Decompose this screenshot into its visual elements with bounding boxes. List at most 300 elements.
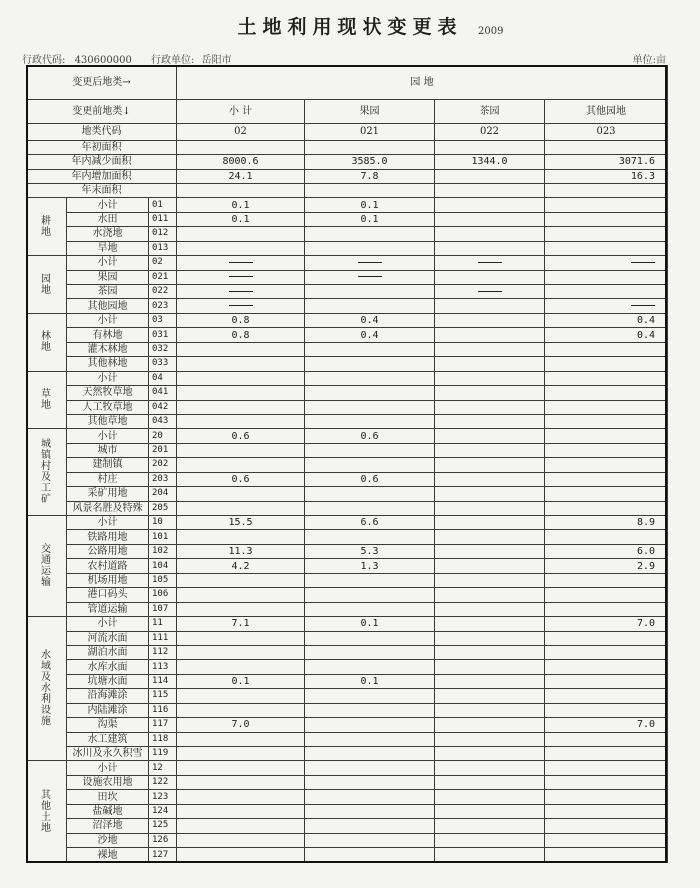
category-label: 园 地 (27, 256, 67, 314)
value-cell (177, 458, 305, 472)
row-label: 小计 (67, 429, 149, 443)
summary-value: 16.3 (545, 169, 668, 183)
value-cell (545, 530, 668, 544)
row-label: 茶园 (67, 285, 149, 299)
row-label: 采矿用地 (67, 487, 149, 501)
value-cell (177, 588, 305, 602)
value-cell: 0.8 (177, 313, 305, 327)
value-cell (177, 732, 305, 746)
table-row (27, 732, 668, 746)
row-code: 013 (149, 241, 177, 255)
row-code: 115 (149, 689, 177, 703)
category-label: 林 地 (27, 313, 67, 371)
row-code: 20 (149, 429, 177, 443)
value-cell: 15.5 (177, 516, 305, 530)
dash-mark (358, 276, 382, 277)
value-cell (305, 256, 435, 270)
table-row (27, 123, 668, 140)
value-cell (545, 400, 668, 414)
value-cell (545, 602, 668, 616)
value-cell (435, 429, 545, 443)
row-code: 118 (149, 732, 177, 746)
value-cell (435, 241, 545, 255)
dash-mark (478, 291, 502, 292)
code-label: 地类代码 (27, 123, 177, 140)
after-change-label: 变更后地类→ (27, 66, 177, 100)
table-row (27, 747, 668, 761)
value-cell (545, 819, 668, 833)
value-cell (545, 660, 668, 674)
value-cell (545, 775, 668, 789)
value-cell (305, 833, 435, 847)
value-cell (435, 472, 545, 486)
row-label: 村庄 (67, 472, 149, 486)
row-code: 122 (149, 775, 177, 789)
row-label: 城市 (67, 443, 149, 457)
value-cell (305, 400, 435, 414)
value-cell (177, 299, 305, 313)
value-cell (435, 689, 545, 703)
row-code: 11 (149, 617, 177, 631)
dash-mark (229, 291, 253, 292)
value-cell (545, 674, 668, 688)
row-code: 01 (149, 198, 177, 212)
summary-value: 3585.0 (305, 155, 435, 169)
value-cell (177, 414, 305, 428)
row-code: 105 (149, 573, 177, 587)
value-cell (545, 747, 668, 761)
table-row (27, 689, 668, 703)
value-cell (435, 227, 545, 241)
row-code: 119 (149, 747, 177, 761)
row-code: 114 (149, 674, 177, 688)
row-code: 023 (149, 299, 177, 313)
row-label: 小计 (67, 516, 149, 530)
value-cell: 0.1 (177, 212, 305, 226)
category-label: 交 通 运 输 (27, 516, 67, 617)
value-cell (435, 212, 545, 226)
row-label: 公路用地 (67, 544, 149, 558)
value-cell: 7.1 (177, 617, 305, 631)
row-label: 建制镇 (67, 458, 149, 472)
table-row (27, 386, 668, 400)
value-cell: 0.4 (545, 328, 668, 342)
value-cell (305, 689, 435, 703)
value-cell (305, 501, 435, 515)
row-code: 107 (149, 602, 177, 616)
value-cell (177, 645, 305, 659)
table-row (27, 645, 668, 659)
row-label: 农村道路 (67, 559, 149, 573)
value-cell (305, 790, 435, 804)
value-cell (177, 227, 305, 241)
value-cell (177, 501, 305, 515)
table-row (27, 357, 668, 371)
dash-mark (631, 305, 655, 306)
row-label: 小计 (67, 198, 149, 212)
row-label: 人工牧草地 (67, 400, 149, 414)
value-cell (305, 588, 435, 602)
value-cell (177, 241, 305, 255)
category-label: 城 镇 村 及 工 矿 (27, 429, 67, 516)
value-cell (435, 270, 545, 284)
value-cell (305, 371, 435, 385)
value-cell (435, 602, 545, 616)
value-cell: 0.1 (305, 212, 435, 226)
value-cell: 4.2 (177, 559, 305, 573)
row-code: 203 (149, 472, 177, 486)
row-code: 10 (149, 516, 177, 530)
dash-mark (478, 262, 502, 263)
value-cell (177, 400, 305, 414)
value-cell (305, 804, 435, 818)
value-cell (545, 386, 668, 400)
row-code: 041 (149, 386, 177, 400)
table-row (27, 443, 668, 457)
value-cell (305, 775, 435, 789)
table-row (27, 848, 668, 863)
table-row (27, 761, 668, 775)
summary-value (177, 183, 305, 197)
value-cell (305, 660, 435, 674)
value-cell (177, 775, 305, 789)
value-cell: 7.0 (545, 718, 668, 732)
value-cell (435, 732, 545, 746)
value-cell (435, 313, 545, 327)
value-cell (177, 285, 305, 299)
value-cell (545, 285, 668, 299)
row-label: 有林地 (67, 328, 149, 342)
row-label: 裸地 (67, 848, 149, 863)
value-cell (545, 443, 668, 457)
row-code: 202 (149, 458, 177, 472)
table-row (27, 299, 668, 313)
row-code: 031 (149, 328, 177, 342)
table-row (27, 472, 668, 486)
row-label: 河流水面 (67, 631, 149, 645)
report-year: 2009 (478, 26, 504, 37)
summary-value: 1344.0 (435, 155, 545, 169)
row-code: 033 (149, 357, 177, 371)
value-cell (545, 357, 668, 371)
row-label: 冰川及永久积雪 (67, 747, 149, 761)
row-code: 021 (149, 270, 177, 284)
table-row (27, 270, 668, 284)
summary-value (435, 140, 545, 154)
value-cell (305, 602, 435, 616)
value-cell (177, 443, 305, 457)
value-cell (545, 689, 668, 703)
column-header: 小 计 (177, 99, 305, 123)
category-label: 水 域 及 水 利 设 施 (27, 617, 67, 761)
value-cell: 6.0 (545, 544, 668, 558)
value-cell (435, 371, 545, 385)
row-code: 112 (149, 645, 177, 659)
value-cell: 0.4 (545, 313, 668, 327)
summary-value (545, 183, 668, 197)
row-label: 设施农用地 (67, 775, 149, 789)
value-cell (435, 458, 545, 472)
column-header: 茶园 (435, 99, 545, 123)
row-label: 水浇地 (67, 227, 149, 241)
value-cell (177, 386, 305, 400)
value-cell (305, 386, 435, 400)
column-code: 02 (177, 123, 305, 140)
value-cell (545, 833, 668, 847)
value-cell (177, 573, 305, 587)
row-code: 042 (149, 400, 177, 414)
table-row (27, 371, 668, 385)
value-cell (545, 804, 668, 818)
value-cell (177, 833, 305, 847)
land-use-change-table (26, 65, 667, 863)
summary-value: 3071.6 (545, 155, 668, 169)
value-cell (177, 660, 305, 674)
column-code: 021 (305, 123, 435, 140)
value-cell (305, 761, 435, 775)
value-cell: 5.3 (305, 544, 435, 558)
value-cell (435, 198, 545, 212)
table-row (27, 414, 668, 428)
value-cell (545, 588, 668, 602)
admin-unit: 岳阳市 (201, 55, 232, 66)
value-cell (435, 386, 545, 400)
table-row (27, 99, 668, 123)
value-cell (435, 285, 545, 299)
table-row (27, 183, 668, 197)
value-cell (305, 270, 435, 284)
value-cell (177, 703, 305, 717)
table-row (27, 66, 668, 100)
value-cell (545, 458, 668, 472)
row-label: 坑塘水面 (67, 674, 149, 688)
row-code: 12 (149, 761, 177, 775)
before-change-label: 变更前地类↓ (27, 99, 177, 123)
value-cell (435, 559, 545, 573)
row-label: 湖泊水面 (67, 645, 149, 659)
value-cell (305, 530, 435, 544)
column-code: 022 (435, 123, 545, 140)
value-cell (435, 674, 545, 688)
row-code: 126 (149, 833, 177, 847)
dash-mark (229, 262, 253, 263)
table-row (27, 227, 668, 241)
table-row (27, 256, 668, 270)
value-cell (177, 371, 305, 385)
summary-value (545, 140, 668, 154)
admin-info (22, 51, 232, 66)
value-cell (545, 631, 668, 645)
value-cell: 0.8 (177, 328, 305, 342)
value-cell (435, 660, 545, 674)
row-label: 小计 (67, 761, 149, 775)
value-cell (545, 790, 668, 804)
table-row (27, 516, 668, 530)
row-label: 小计 (67, 617, 149, 631)
value-cell: 0.1 (305, 198, 435, 212)
value-cell (435, 487, 545, 501)
value-cell (177, 357, 305, 371)
value-cell (435, 761, 545, 775)
value-cell (435, 501, 545, 515)
table-row (27, 588, 668, 602)
summary-row-label: 年内增加面积 (27, 169, 177, 183)
summary-row-label: 年初面积 (27, 140, 177, 154)
row-label: 港口码头 (67, 588, 149, 602)
summary-value: 7.8 (305, 169, 435, 183)
value-cell (435, 414, 545, 428)
value-cell (177, 848, 305, 863)
table-row (27, 790, 668, 804)
summary-value (305, 140, 435, 154)
value-cell (435, 299, 545, 313)
dash-mark (229, 276, 253, 277)
row-label: 田坎 (67, 790, 149, 804)
value-cell (545, 645, 668, 659)
value-cell (305, 718, 435, 732)
row-code: 104 (149, 559, 177, 573)
row-code: 101 (149, 530, 177, 544)
table-row (27, 458, 668, 472)
value-cell (545, 429, 668, 443)
summary-value (177, 140, 305, 154)
summary-value (305, 183, 435, 197)
value-cell (435, 747, 545, 761)
value-cell: 8.9 (545, 516, 668, 530)
table-row (27, 833, 668, 847)
row-label: 水田 (67, 212, 149, 226)
table-row (27, 285, 668, 299)
value-cell: 0.6 (305, 472, 435, 486)
row-label: 铁路用地 (67, 530, 149, 544)
value-cell: 0.1 (305, 617, 435, 631)
value-cell (305, 747, 435, 761)
table-row (27, 660, 668, 674)
value-cell: 0.1 (177, 674, 305, 688)
table-row (27, 544, 668, 558)
table-row (27, 718, 668, 732)
value-cell (305, 819, 435, 833)
value-cell (305, 443, 435, 457)
value-cell: 0.4 (305, 328, 435, 342)
unit-label: 单位:亩 (632, 55, 666, 66)
row-code: 111 (149, 631, 177, 645)
row-label: 旱地 (67, 241, 149, 255)
table-row (27, 631, 668, 645)
value-cell (545, 732, 668, 746)
value-cell (435, 516, 545, 530)
value-cell (545, 371, 668, 385)
value-cell (435, 775, 545, 789)
value-cell: 2.9 (545, 559, 668, 573)
table-row (27, 169, 668, 183)
row-label: 其他园地 (67, 299, 149, 313)
value-cell (545, 573, 668, 587)
row-code: 116 (149, 703, 177, 717)
row-label: 小计 (67, 371, 149, 385)
row-label: 小计 (67, 313, 149, 327)
value-cell (435, 617, 545, 631)
value-cell (177, 804, 305, 818)
value-cell: 0.6 (177, 472, 305, 486)
table-row (27, 674, 668, 688)
row-code: 04 (149, 371, 177, 385)
value-cell (177, 747, 305, 761)
value-cell (177, 602, 305, 616)
value-cell (545, 256, 668, 270)
row-label: 沙地 (67, 833, 149, 847)
value-cell: 0.1 (305, 674, 435, 688)
value-cell: 0.4 (305, 313, 435, 327)
summary-row-label: 年内减少面积 (27, 155, 177, 169)
value-cell (435, 833, 545, 847)
value-cell (177, 342, 305, 356)
row-code: 204 (149, 487, 177, 501)
value-cell (305, 342, 435, 356)
value-cell (435, 573, 545, 587)
value-cell (177, 270, 305, 284)
row-label: 管道运输 (67, 602, 149, 616)
value-cell (305, 458, 435, 472)
value-cell: 0.6 (305, 429, 435, 443)
row-code: 201 (149, 443, 177, 457)
row-label: 果园 (67, 270, 149, 284)
table-row (27, 819, 668, 833)
value-cell: 0.1 (177, 198, 305, 212)
row-code: 022 (149, 285, 177, 299)
row-code: 127 (149, 848, 177, 863)
value-cell (545, 227, 668, 241)
value-cell (305, 414, 435, 428)
row-code: 113 (149, 660, 177, 674)
page-title: 土地利用现状变更表 (237, 16, 463, 38)
value-cell (435, 819, 545, 833)
category-label: 耕 地 (27, 198, 67, 256)
table-row (27, 313, 668, 327)
value-cell (305, 227, 435, 241)
row-code: 012 (149, 227, 177, 241)
table-row (27, 155, 668, 169)
table-row (27, 559, 668, 573)
row-label: 沼泽地 (67, 819, 149, 833)
value-cell (545, 703, 668, 717)
column-header: 其他园地 (545, 99, 668, 123)
value-cell (545, 414, 668, 428)
admin-unit-label: 行政单位: (151, 55, 195, 66)
value-cell (305, 848, 435, 863)
row-code: 117 (149, 718, 177, 732)
table-row (27, 400, 668, 414)
row-label: 其他草地 (67, 414, 149, 428)
value-cell (305, 299, 435, 313)
column-header: 果园 (305, 99, 435, 123)
row-label: 水工建筑 (67, 732, 149, 746)
row-code: 03 (149, 313, 177, 327)
value-cell (545, 472, 668, 486)
row-code: 125 (149, 819, 177, 833)
value-cell (435, 544, 545, 558)
value-cell (435, 588, 545, 602)
table-row (27, 703, 668, 717)
table-row (27, 573, 668, 587)
value-cell (177, 761, 305, 775)
row-code: 124 (149, 804, 177, 818)
row-code: 106 (149, 588, 177, 602)
table-row (27, 617, 668, 631)
value-cell (545, 212, 668, 226)
row-label: 水库水面 (67, 660, 149, 674)
row-label: 盐碱地 (67, 804, 149, 818)
